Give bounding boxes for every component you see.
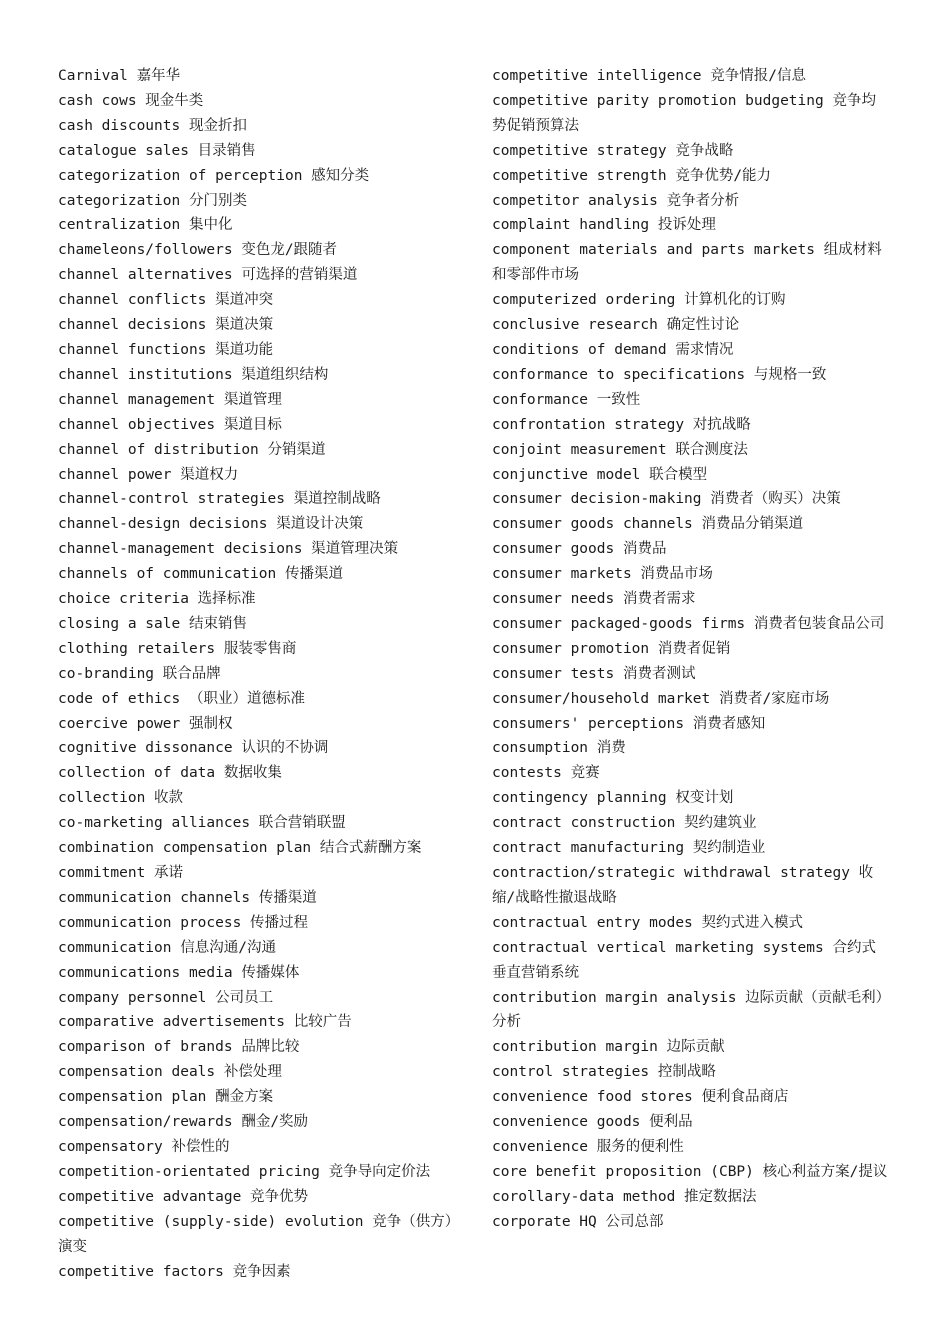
glossary-entry: categorization 分门别类	[58, 192, 247, 209]
glossary-entry: consumer decision-making 消费者（购买）决策	[492, 491, 841, 508]
glossary-entry: communication channels 传播渠道	[58, 889, 317, 906]
glossary-entry: collection 收款	[58, 790, 184, 807]
glossary-entry: convenience food stores 便利食品商店	[492, 1089, 789, 1106]
glossary-entry: choice criteria 选择标准	[58, 591, 256, 608]
glossary-right-column	[492, 64, 890, 1235]
glossary-entry: corollary-data method 推定数据法	[492, 1188, 757, 1205]
glossary-entry: consumers' perceptions 消费者感知	[492, 715, 766, 732]
glossary-entry: consumer packaged-goods firms 消费者包装食品公司	[492, 615, 885, 632]
glossary-entry: conjoint measurement 联合测度法	[492, 441, 748, 458]
glossary-entry: combination compensation plan 结合式薪酬方案	[58, 840, 422, 857]
glossary-entry: cash cows 现金牛类	[58, 92, 204, 109]
glossary-entry: core benefit proposition (CBP) 核心利益方案/提议	[492, 1163, 888, 1180]
glossary-entry: competitive advantage 竞争优势	[58, 1188, 309, 1205]
glossary-entry: consumer markets 消费品市场	[492, 566, 713, 583]
glossary-entry: company personnel 公司员工	[58, 989, 274, 1006]
glossary-entry: competitive strategy 竞争战略	[492, 142, 734, 159]
glossary-entry: competitive (supply-side) evolution 竞争（供方）演变	[58, 1213, 453, 1255]
glossary-entry: channel power 渠道权力	[58, 466, 239, 483]
glossary-entry: corporate HQ 公司总部	[492, 1213, 664, 1230]
glossary-entry: contractual vertical marketing systems 合约式垂直营销系统	[492, 939, 876, 981]
glossary-entry: control strategies 控制战略	[492, 1064, 716, 1081]
glossary-entry: competitive factors 竞争因素	[58, 1263, 291, 1280]
glossary-entry: compensation deals 补偿处理	[58, 1064, 282, 1081]
glossary-entry: co-marketing alliances 联合营销联盟	[58, 815, 346, 832]
glossary-entry: consumer needs 消费者需求	[492, 591, 696, 608]
glossary-entry: categorization of perception 感知分类	[58, 167, 370, 184]
glossary-entry: communication 信息沟通/沟通	[58, 939, 276, 956]
glossary-entry: channel institutions 渠道组织结构	[58, 366, 329, 383]
glossary-entry: Carnival 嘉年华	[58, 68, 181, 84]
glossary-entry: contribution margin 边际贡献	[492, 1039, 725, 1056]
glossary-left-column	[58, 64, 453, 1284]
glossary-entry: compensation plan 酬金方案	[58, 1089, 274, 1106]
glossary-entry: consumer/household market 消费者/家庭市场	[492, 690, 830, 707]
glossary-entry: catalogue sales 目录销售	[58, 142, 256, 159]
glossary-entry: consumer goods channels 消费品分销渠道	[492, 516, 804, 533]
glossary-entry: clothing retailers 服装零售商	[58, 640, 297, 657]
glossary-entry: coercive power 强制权	[58, 715, 233, 732]
glossary-entry: closing a sale 结束销售	[58, 615, 247, 632]
glossary-entry: chameleons/followers 变色龙/跟随者	[58, 242, 338, 259]
glossary-entry: consumer promotion 消费者促销	[492, 640, 731, 657]
glossary-entry: compensation/rewards 酬金/奖励	[58, 1114, 309, 1131]
glossary-entry: comparison of brands 品牌比较	[58, 1039, 300, 1056]
glossary-entry: channel decisions 渠道决策	[58, 317, 274, 334]
glossary-entry: component materials and parts markets 组成材料和零部件市场	[492, 242, 882, 284]
glossary-entry: channel management 渠道管理	[58, 391, 282, 408]
glossary-entry: channel-management decisions 渠道管理决策	[58, 541, 399, 558]
glossary-entry: conformance 一致性	[492, 391, 641, 408]
glossary-entry: compensatory 补偿性的	[58, 1138, 230, 1155]
glossary-entry: code of ethics （职业）道德标准	[58, 690, 305, 707]
glossary-entry: contribution margin analysis 边际贡献（贡献毛利）分析	[492, 989, 883, 1031]
glossary-entry: channel-design decisions 渠道设计决策	[58, 516, 364, 533]
glossary-entry: conclusive research 确定性讨论	[492, 317, 740, 334]
glossary-entry: comparative advertisements 比较广告	[58, 1014, 352, 1031]
glossary-entry: consumer tests 消费者测试	[492, 665, 696, 682]
glossary-entry: conditions of demand 需求情况	[492, 341, 734, 358]
glossary-entry: communications media 传播媒体	[58, 964, 300, 981]
glossary-entry: complaint handling 投诉处理	[492, 217, 716, 234]
glossary-entry: contingency planning 权变计划	[492, 790, 734, 807]
glossary-entry: consumption 消费	[492, 740, 626, 757]
glossary-entry: centralization 集中化	[58, 217, 233, 234]
glossary-entry: contraction/strategic withdrawal strategy 收缩/战略性撤退战略	[492, 865, 874, 906]
glossary-entry: channel conflicts 渠道冲突	[58, 292, 274, 309]
glossary-entry: contests 竞赛	[492, 765, 600, 782]
glossary-entry: convenience goods 便利品	[492, 1114, 693, 1131]
glossary-entry: collection of data 数据收集	[58, 765, 282, 782]
glossary-entry: channel objectives 渠道目标	[58, 416, 282, 433]
glossary-entry: confrontation strategy 对抗战略	[492, 416, 751, 433]
glossary-entry: competition-orientated pricing 竞争导向定价法	[58, 1163, 431, 1180]
glossary-entry: channel alternatives 可选择的营销渠道	[58, 267, 358, 284]
glossary-entry: consumer goods 消费品	[492, 541, 667, 558]
glossary-entry: competitive strength 竞争优势/能力	[492, 167, 772, 184]
glossary-entry: computerized ordering 计算机化的订购	[492, 292, 786, 309]
glossary-entry: cash discounts 现金折扣	[58, 117, 247, 134]
glossary-entry: channels of communication 传播渠道	[58, 566, 343, 583]
glossary-entry: conformance to specifications 与规格一致	[492, 366, 827, 383]
glossary-entry: competitive intelligence 竞争情报/信息	[492, 68, 806, 84]
glossary-entry: channel of distribution 分销渠道	[58, 441, 326, 458]
glossary-entry: competitive parity promotion budgeting 竞争均势促销预算法	[492, 92, 876, 134]
glossary-entry: convenience 服务的便利性	[492, 1138, 684, 1155]
glossary-entry: competitor analysis 竞争者分析	[492, 192, 740, 209]
glossary-entry: contract construction 契约建筑业	[492, 815, 757, 832]
glossary-entry: conjunctive model 联合模型	[492, 466, 708, 483]
glossary-entry: contractual entry modes 契约式进入模式	[492, 914, 804, 931]
glossary-entry: cognitive dissonance 认识的不协调	[58, 740, 329, 757]
glossary-entry: channel-control strategies 渠道控制战略	[58, 491, 381, 508]
glossary-entry: commitment 承诺	[58, 865, 184, 881]
glossary-entry: co-branding 联合品牌	[58, 665, 221, 682]
glossary-entry: channel functions 渠道功能	[58, 341, 274, 358]
glossary-entry: contract manufacturing 契约制造业	[492, 840, 766, 857]
glossary-entry: communication process 传播过程	[58, 914, 309, 931]
